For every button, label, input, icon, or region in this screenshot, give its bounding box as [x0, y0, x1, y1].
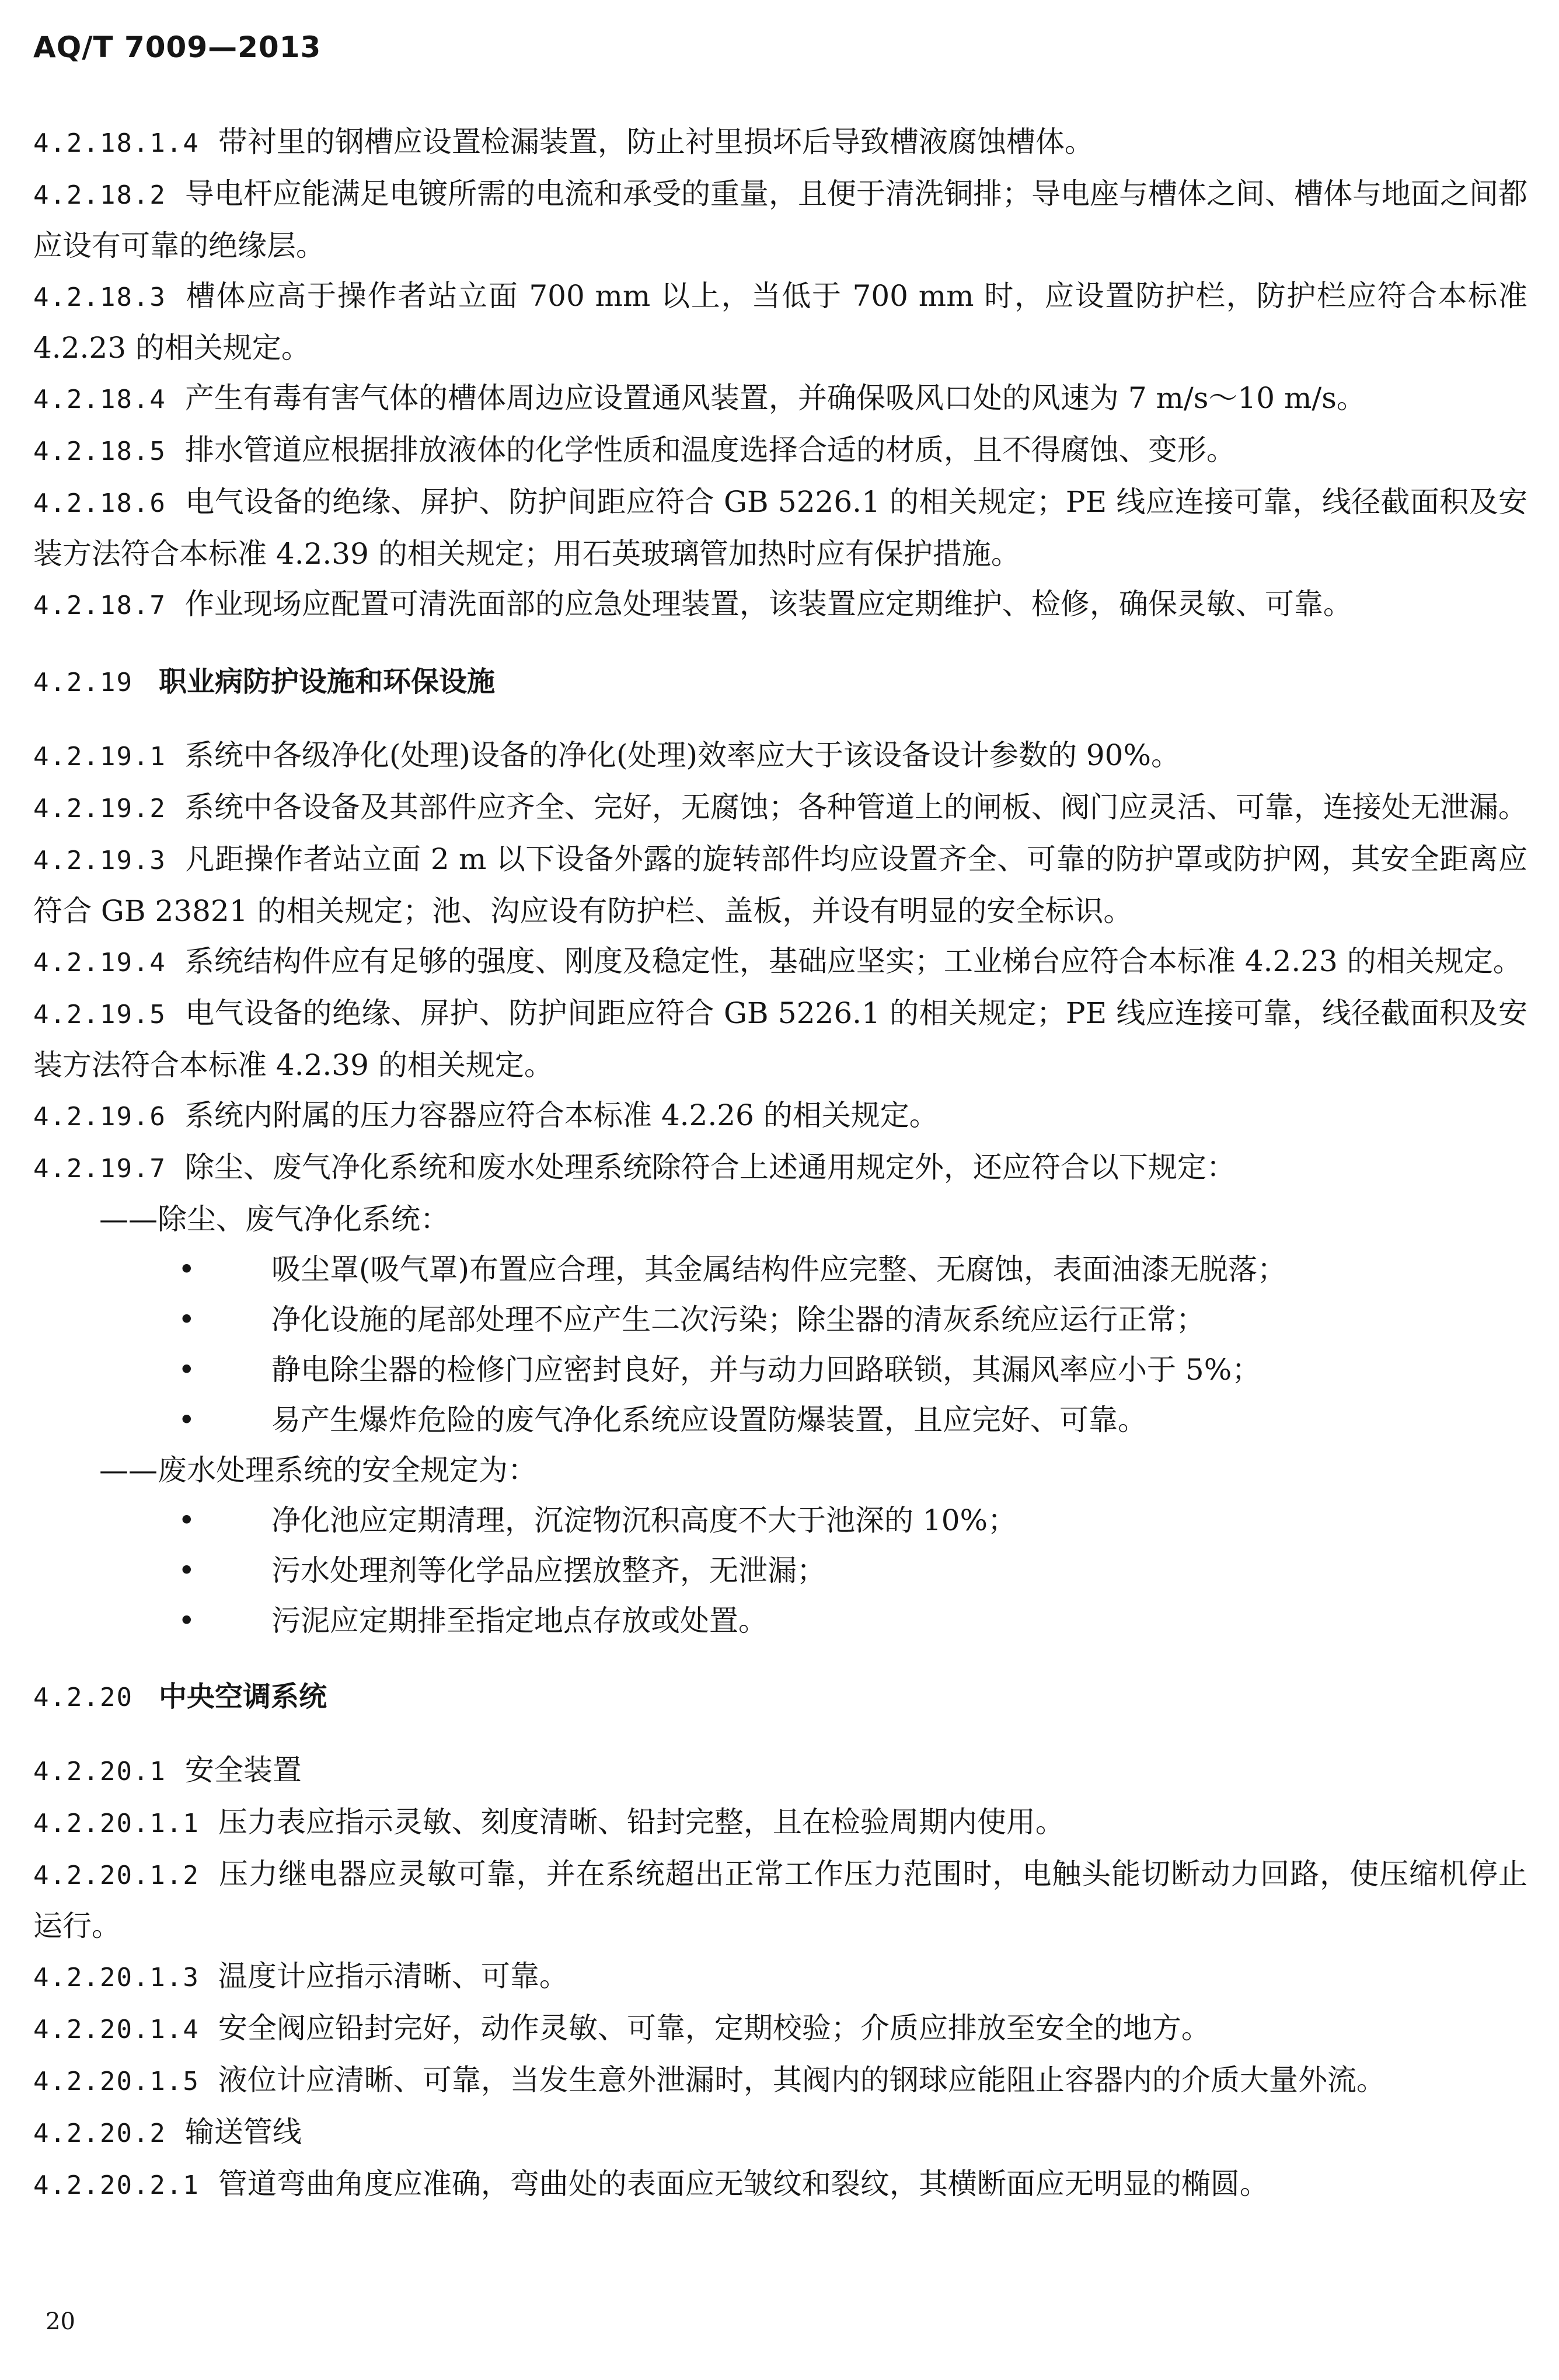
bullet-text: 污水处理剂等化学品应摆放整齐，无泄漏； [271, 1554, 826, 1587]
bullet-list-item [33, 1395, 1527, 1445]
clause-number: 4.2.18.5 [33, 437, 166, 466]
clause-number: 4.2.20.1.5 [33, 2067, 200, 2096]
bullet-dot-icon: • [178, 1503, 196, 1537]
bullet-text: 易产生爆炸危险的废气净化系统应设置防爆装置，且应完好、可靠。 [271, 1403, 1147, 1437]
clause-text: 系统结构件应有足够的强度、刚度及稳定性，基础应坚实；工业梯台应符合本标准 4.2.23 的相关规定。 [184, 944, 1522, 978]
clause-number: 4.2.18.6 [33, 488, 166, 518]
clause-paragraph [33, 117, 1527, 169]
clause-paragraph [33, 1797, 1527, 1849]
clause-number: 4.2.19.4 [33, 948, 166, 978]
clause-number: 4.2.18.4 [33, 385, 166, 414]
bullet-text: 污泥应定期排至指定地点存放或处置。 [271, 1604, 768, 1638]
clause-number: 4.2.19.7 [33, 1154, 166, 1184]
bullet-list-item [33, 1596, 1527, 1646]
clause-text: 系统中各设备及其部件应齐全、完好，无腐蚀；各种管道上的闸板、阀门应灵活、可靠，连接处无泄漏。 [184, 790, 1527, 824]
clause-number: 4.2.19.3 [33, 846, 166, 875]
clause-number: 4.2.20.1.1 [33, 1809, 200, 1838]
clause-paragraph [33, 782, 1527, 834]
clause-paragraph [33, 1142, 1527, 1194]
clause-paragraph [33, 579, 1527, 631]
bullet-text: 静电除尘器的检修门应密封良好，并与动力回路联锁，其漏风率应小于 5%； [271, 1353, 1261, 1387]
bullet-text: 净化设施的尾部处理不应产生二次污染；除尘器的清灰系统应运行正常； [271, 1303, 1205, 1336]
clause-paragraph [33, 271, 1527, 373]
dash-list-item: ——废水处理系统的安全规定为： [99, 1453, 537, 1487]
clause-text: 系统中各级净化(处理)设备的净化(处理)效率应大于该设备设计参数的 90%。 [184, 738, 1180, 772]
heading-text: 中央空调系统 [158, 1680, 327, 1713]
clause-paragraph [33, 169, 1527, 271]
bullet-dot-icon: • [178, 1604, 196, 1638]
page-header-standard-code: AQ/T 7009—2013 [33, 30, 322, 64]
clause-paragraph [33, 425, 1527, 477]
clause-text: 产生有毒有害气体的槽体周边应设置通风装置，并确保吸风口处的风速为 7 m/s～10 m/s。 [184, 381, 1366, 415]
clause-number: 4.2.20 [33, 1683, 133, 1712]
clause-text: 温度计应指示清晰、可靠。 [218, 1959, 569, 1993]
clause-number: 4.2.18.7 [33, 591, 166, 620]
clause-text: 槽体应高于操作者站立面 700 mm 以上，当低于 700 mm 时，应设置防护栏，防护栏应符合本标准 4.2.23 的相关规定。 [33, 279, 1527, 365]
clause-text: 压力表应指示灵敏、刻度清晰、铅封完整，且在检验周期内使用。 [218, 1805, 1065, 1839]
clause-text: 作业现场应配置可清洗面部的应急处理装置，该装置应定期维护、检修，确保灵敏、可靠。 [184, 587, 1352, 621]
dash-list-item: ——除尘、废气净化系统： [99, 1202, 449, 1236]
clause-paragraph [33, 1849, 1527, 1951]
clause-number: 4.2.20.1.2 [33, 1861, 200, 1890]
clause-text: 凡距操作者站立面 2 m 以下设备外露的旋转部件均应设置齐全、可靠的防护罩或防护网，其安全距离应符合 GB 23821 的相关规定；池、沟应设有防护栏、盖板，并设有明显的安全标识。 [33, 842, 1527, 928]
clause-number: 4.2.20.1 [33, 1757, 166, 1786]
clause-text: 排水管道应根据排放液体的化学性质和温度选择合适的材质，且不得腐蚀、变形。 [184, 433, 1236, 467]
clause-text: 带衬里的钢槽应设置检漏装置，防止衬里损坏后导致槽液腐蚀槽体。 [218, 125, 1094, 159]
clause-paragraph [33, 1951, 1527, 2003]
clause-text: 压力继电器应灵敏可靠，并在系统超出正常工作压力范围时，电触头能切断动力回路，使压缩机停止运行。 [33, 1857, 1527, 1943]
clause-text: 液位计应清晰、可靠，当发生意外泄漏时，其阀内的钢球应能阻止容器内的介质大量外流。 [218, 2063, 1386, 2097]
document-body [33, 117, 1527, 2211]
clause-number: 4.2.19 [33, 668, 133, 697]
page-number: 20 [46, 2308, 75, 2335]
bullet-list-item [33, 1345, 1527, 1395]
section-heading [33, 657, 1527, 708]
clause-paragraph [33, 477, 1527, 579]
clause-number: 4.2.19.1 [33, 742, 166, 772]
bullet-list-item [33, 1495, 1527, 1545]
bullet-dot-icon: • [178, 1554, 196, 1587]
clause-paragraph [33, 373, 1527, 425]
clause-text: 系统内附属的压力容器应符合本标准 4.2.26 的相关规定。 [184, 1098, 939, 1132]
clause-text: 安全装置 [184, 1753, 302, 1787]
clause-paragraph [33, 988, 1527, 1090]
bullet-text: 吸尘罩(吸气罩)布置应合理，其金属结构件应完整、无腐蚀，表面油漆无脱落； [271, 1252, 1287, 1286]
bullet-list-item [33, 1244, 1527, 1294]
clause-text: 输送管线 [184, 2115, 302, 2149]
bullet-text: 净化池应定期清理，沉淀物沉积高度不大于池深的 10%； [271, 1503, 1017, 1537]
bullet-dot-icon: • [178, 1353, 196, 1387]
clause-number: 4.2.19.5 [33, 1000, 166, 1030]
clause-paragraph [33, 730, 1527, 782]
clause-text: 导电杆应能满足电镀所需的电流和承受的重量，且便于清洗铜排；导电座与槽体之间、槽体与地面之间都应设有可靠的绝缘层。 [33, 177, 1527, 263]
clause-paragraph [33, 2055, 1527, 2107]
section-heading [33, 1671, 1527, 1723]
clause-text: 除尘、废气净化系统和废水处理系统除符合上述通用规定外，还应符合以下规定： [184, 1150, 1236, 1184]
clause-paragraph [33, 2003, 1527, 2055]
clause-paragraph [33, 1745, 1527, 1797]
clause-number: 4.2.18.3 [33, 282, 166, 312]
clause-paragraph [33, 936, 1527, 988]
bullet-dot-icon: • [178, 1252, 196, 1286]
heading-text: 职业病防护设施和环保设施 [158, 665, 495, 698]
bullet-list-item [33, 1294, 1527, 1345]
clause-number: 4.2.20.1.4 [33, 2015, 200, 2044]
clause-text: 电气设备的绝缘、屏护、防护间距应符合 GB 5226.1 的相关规定；PE 线应连接可靠，线径截面积及安装方法符合本标准 4.2.39 的相关规定；用石英玻璃管加热时应有保护措施。 [33, 485, 1527, 571]
clause-paragraph [33, 1090, 1527, 1142]
bullet-list-item [33, 1545, 1527, 1596]
clause-paragraph [33, 2159, 1527, 2211]
clause-number: 4.2.20.2 [33, 2119, 166, 2148]
clause-text: 安全阀应铅封完好，动作灵敏、可靠，定期校验；介质应排放至安全的地方。 [218, 2011, 1211, 2045]
clause-number: 4.2.20.2.1 [33, 2170, 200, 2200]
bullet-dot-icon: • [178, 1303, 196, 1336]
clause-number: 4.2.18.2 [33, 180, 166, 210]
bullet-dot-icon: • [178, 1403, 196, 1437]
clause-number: 4.2.20.1.3 [33, 1963, 200, 1992]
clause-number: 4.2.18.1.4 [33, 128, 200, 158]
clause-paragraph [33, 2107, 1527, 2159]
clause-text: 管道弯曲角度应准确，弯曲处的表面应无皱纹和裂纹，其横断面应无明显的椭圆。 [218, 2167, 1269, 2201]
clause-number: 4.2.19.2 [33, 794, 166, 823]
clause-number: 4.2.19.6 [33, 1102, 166, 1132]
clause-paragraph [33, 834, 1527, 936]
clause-text: 电气设备的绝缘、屏护、防护间距应符合 GB 5226.1 的相关规定；PE 线应连接可靠，线径截面积及安装方法符合本标准 4.2.39 的相关规定。 [33, 996, 1527, 1082]
